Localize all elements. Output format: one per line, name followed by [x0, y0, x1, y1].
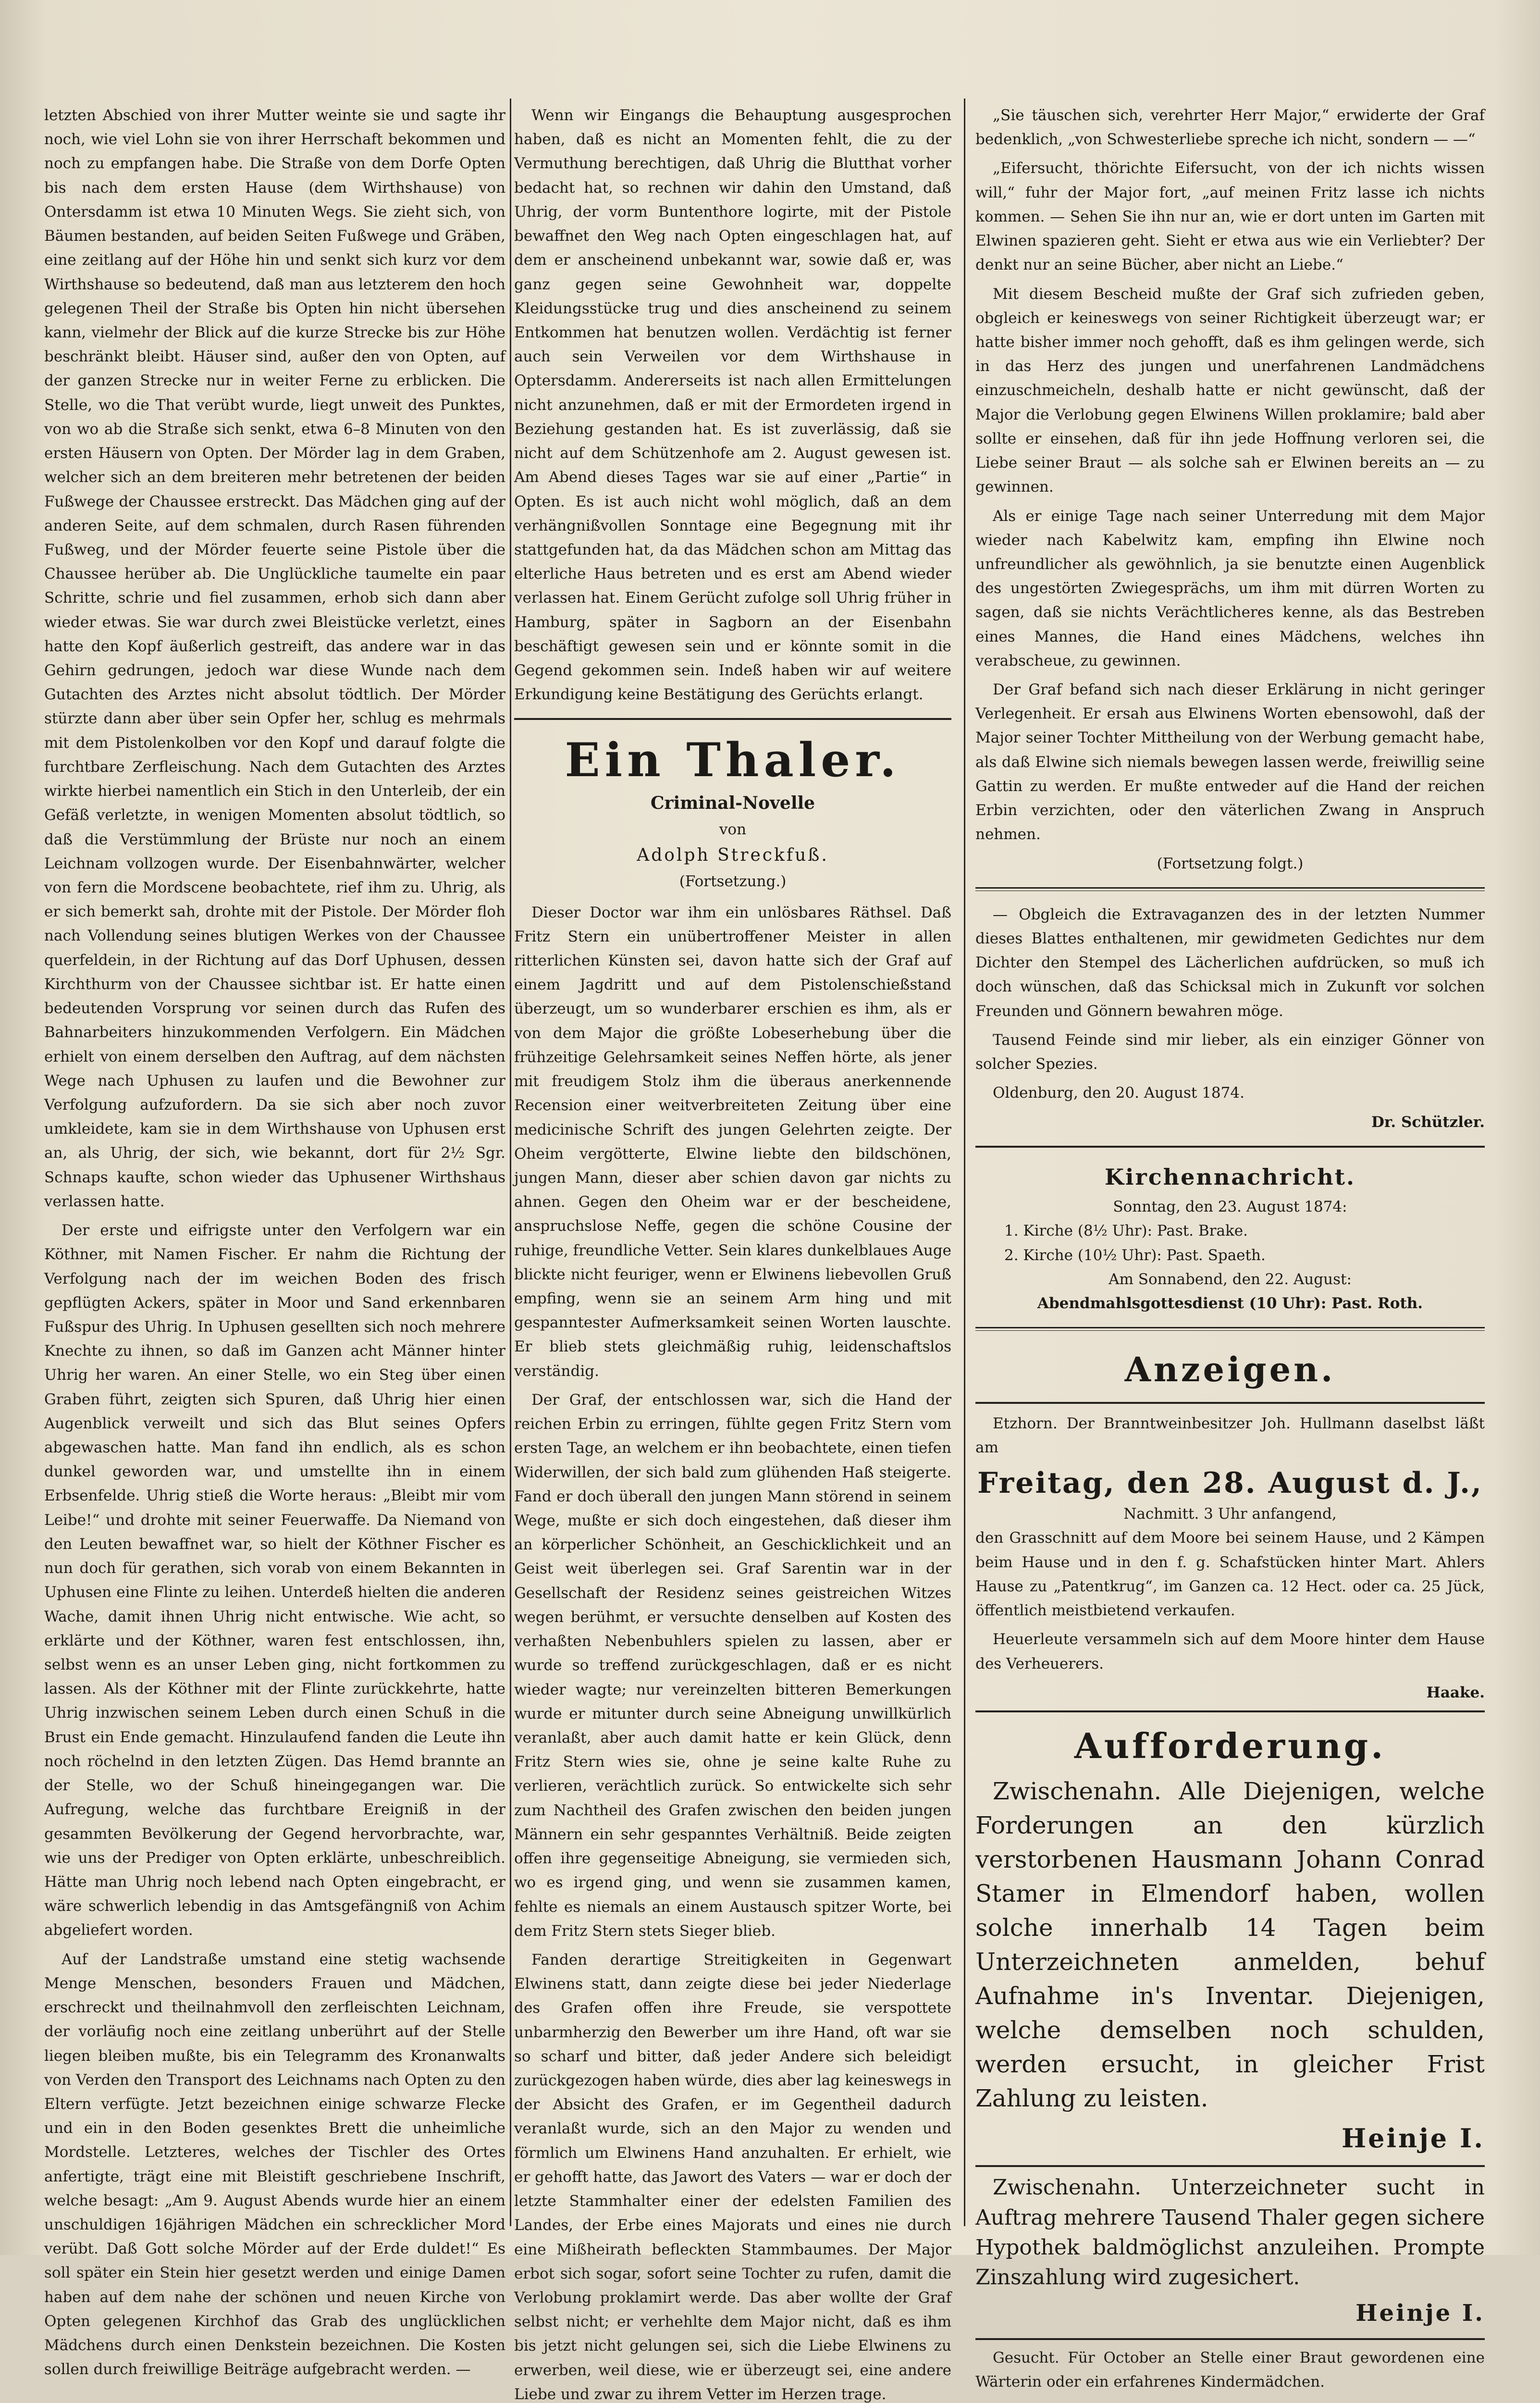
section-divider [975, 2165, 1485, 2167]
novel-paragraph: Fanden derartige Streitigkeiten in Gegenwart Elwinens statt, dann zeigte diese bei jeder Niederlage des Grafen offen ihre Freude, sie verspottete unbarmherzig den Bewerber um ihre Hand, oft war sie so scharf und bitter, daß jeder Andere sich beleidigt zurückgezogen haben würde, dies aber lag keineswegs in der Absicht des Grafen, er im Gegentheil dadurch veranlaßt wurde, sich an den Major zu wenden und förmlich um Elwinens Hand anzuhalten. Er erhielt, wie er gehofft hatte, das Jawort des Vaters — war er doch der letzte Stammhalter einer der edelsten Familien des Landes, der Erbe eines Majorats und eines nie durch eine Mißheirath befleckten Stammbaumes. Der Major erbot sich sogar, sofort seine Tochter zu rufen, damit die Verlobung proklamirt werde. Das aber wollte der Graf selbst nicht; er verhehlte dem Major nicht, daß es ihm bis jetzt nicht gelungen sei, sich die Liebe Elwinens zu erwerben, weil diese, wie er überzeugt sei, eine andere Liebe und zwar zu ihrem Vetter im Herzen trage. [514, 1951, 951, 2403]
ad-auction-signature: Haake. [1426, 1684, 1485, 1701]
column-rule-right [964, 99, 965, 2226]
column-left [44, 103, 505, 2378]
ad-loan-signature: Heinje I. [1355, 2299, 1485, 2327]
ad-loan-body: Zwischenahn. Unterzeichneter sucht in Auftrag mehrere Tausend Thaler gegen sichere Hypothek baldmöglichst anzuleihen. Prompte Zinszahlung wird zugesichert. [975, 2175, 1485, 2290]
novel-paragraph: „Eifersucht, thörichte Eifersucht, von der ich nichts wissen will,“ fuhr der Major fort, „auf meinen Fritz lasse ich nichts kommen. — Sehen Sie ihn nur an, wie er dort unten im Garten mit Elwinen spazieren geht. Sieht er etwa aus wie ein Verliebter? Der denkt nur an seine Bücher, aber nicht an Liebe.“ [975, 160, 1485, 274]
notice-text: Tausend Feinde sind mir lieber, als ein einziger Gönner von solcher Spezies. [975, 1031, 1485, 1073]
notice-signature: Dr. Schützler. [1371, 1113, 1485, 1131]
ads-title: Anzeigen. [1124, 1350, 1336, 1390]
to-be-continued: (Fortsetzung folgt.) [1157, 855, 1304, 872]
notice-place-date: Oldenburg, den 20. August 1874. [993, 1084, 1244, 1102]
ad-nanny-address [975, 2399, 1485, 2403]
novel-paragraph: Der Graf, der entschlossen war, sich die Hand der reichen Erbin zu erringen, fühlte gegen Fritz Stern vom ersten Tage, an welchem er ihn beobachtete, einen tiefen Widerwillen, der sich bald zum glühenden Haß steigerte. Fand er doch überall den jungen Mann störend in seinem Wege, mußte er sich doch eingestehen, daß dieser ihm an körperlicher Schönheit, an Geschicklichkeit und an Geist weit überlegen sei. Graf Sarentin war in der Gesellschaft der Residenz seines geistreichen Witzes wegen berühmt, er versuchte denselben auf Kosten des verhaßten Nebenbuhlers spielen zu lassen, aber er wurde so treffend zurückgeschlagen, daß er es nicht wieder wagte; nur vereinzelten bitteren Bemerkungen wurde er mitunter durch seine Abneigung unwillkürlich veranlaßt, aber auch damit hatte er kein Glück, denn Fritz Stern wies sie, ohne je seine kalte Ruhe zu verlieren, verächtlich zurück. So entwickelte sich sehr zum Nachtheil des Grafen zwischen den beiden jungen Männern ein sehr gespanntes Verhältniß. Beide zeigten offen ihre gegenseitige Abneigung, sie vermieden sich, wo es irgend ging, und wenn sie zusammen kamen, fehlte es niemals an einem Austausch spitzer Worte, bei dem Fritz Stern stets Sieger blieb. [514, 1391, 951, 1940]
novel-paragraph: „Sie täuschen sich, verehrter Herr Major,“ erwiderte der Graf bedenklich, „von Schwesterliebe spreche ich nicht, sondern — —“ [975, 107, 1485, 149]
church-communion: Abendmahlsgottesdienst (10 Uhr): Past. Roth. [1037, 1295, 1423, 1313]
report-paragraph: Auf der Landstraße umstand eine stetig wachsende Menge Menschen, besonders Frauen und Mädchen, erschreckt und theilnahmvoll den zerfleischten Leichnam, der vorläufig noch eine zeitlang unberührt auf der Stelle liegen bleiben mußte, bis ein Telegramm des Kronanwalts von Verden den Transport des Leichnams nach Opten zu den Eltern verfügte. Jetzt bezeichnen einige schwarze Flecke und ein in den Boden gesenktes Brett die unheimliche Mordstelle. Letzteres, welches der Tischler des Ortes anfertigte, trägt eine mit Bleistift geschriebene Inschrift, welche besagt: „Am 9. August Abends wurde hier an einem unschuldigen 16jährigen Mädchen ein schrecklicher Mord verübt. Daß Gott solche Mörder auf der Erde duldet!“ Es soll später ein Stein hier gesetzt werden und einige Damen haben auf dem nahe der schönen und neuen Kirche von Opten gelegenen Kirchhof das Grab des unglücklichen Mädchens durch einen Denkstein bezeichnen. Die Kosten sollen durch freiwillige Beiträge aufgebracht werden. — [44, 1950, 505, 2378]
column-middle [514, 103, 951, 2403]
ad-call-title: Aufforderung. [1074, 1725, 1386, 1766]
ad-auction-time: Nachmitt. 3 Uhr anfangend, [1123, 1505, 1337, 1523]
section-divider [975, 1402, 1485, 1404]
ad-auction-footer: Heuerleute versammeln sich auf dem Moore hinter dem Hause des Verheuerers. [975, 1631, 1485, 1672]
church-notice-date: Sonntag, den 23. August 1874: [1113, 1198, 1347, 1216]
column-right [975, 103, 1485, 2391]
novel-paragraph: Als er einige Tage nach seiner Unterredung mit dem Major wieder nach Kabelwitz kam, empfing ihn Elwine noch unfreundlicher als gewöhnlich, ja sie benutzte einen Augenblick des ungestörten Zwiegesprächs, um ihm mit dürren Worten zu sagen, daß sie nichts Verächtlicheres kenne, als das Bestreben eines Mannes, die Hand eines Mädchens, welches ihn verabscheue, zu gewinnen. [975, 507, 1485, 669]
section-divider [975, 2338, 1485, 2340]
report-conclusion: Wenn wir Eingangs die Behauptung ausgesprochen haben, daß es nicht an Momenten fehlt, die zu der Vermuthung berechtigen, daß Uhrig die Blutthat vorher bedacht hat, so rechnen wir dahin den Umstand, daß Uhrig, der vorm Buntenthore logirte, mit der Pistole bewaffnet den Weg nach Opten eingeschlagen hat, auf dem er anscheinend unbekannt war, sowie daß er, was ganz gegen seine Gewohnheit war, doppelte Kleidungsstücke trug und dies anscheinend zu seinem Entkommen hat benutzen wollen. Verdächtig ist ferner auch sein Verweilen vor dem Wirthshause in Optersdamm. Andererseits ist nach allen Ermittelungen nicht anzunehmen, daß er mit der Ermordeten irgend in Beziehung gestanden hat. Es ist zuverlässig, daß sie nicht auf dem Schützenhofe am 2. August gewesen ist. Am Abend dieses Tages war sie auf einer „Partie“ in Opten. Es ist auch nicht wohl möglich, daß an dem verhängnißvollen Sonntage eine Begegnung mit ihr stattgefunden hat, da das Mädchen schon am Mittag das elterliche Haus betreten und es erst am Abend wieder verlassen hat. Einem Gerücht zufolge soll Uhrig früher in Hamburg, später in Sagborn an der Eisenbahn beschäftigt gewesen sein und er könnte somit in die Gegend gekommen sein. Indeß haben wir auf weitere Erkundigung keine Bestätigung des Gerüchts erlangt. [514, 107, 951, 704]
ad-call-signature: Heinje I. [1342, 2122, 1485, 2154]
section-divider [975, 1146, 1485, 1148]
church-service-2: 2. Kirche (10½ Uhr): Past. Spaeth. [1004, 1246, 1266, 1264]
column-rule-left [510, 99, 511, 2226]
novel-author: Adolph Streckfuß. [637, 845, 829, 865]
section-divider [975, 887, 1485, 891]
section-divider [514, 718, 951, 720]
ad-auction-body: den Grasschnitt auf dem Moore bei seinem Hause, und 2 Kämpen beim Hause und in den f. g. Schafstücken hinter Mart. Ahlers Hause zu „Patentkrug“, im Ganzen ca. 12 Hect. oder ca. 25 Jück, öffentlich meistbietend verkaufen. [975, 1529, 1485, 1620]
novel-paragraph: Dieser Doctor war ihm ein unlösbares Räthsel. Daß Fritz Stern ein unübertroffener Meister in allen ritterlichen Künsten sei, davon hatte sich der Graf auf einem Jagdritt und auf dem Pistolenschießstand überzeugt, um so wunderbarer erschien es ihm, als er von dem Major die größte Lobeserhebung über die frühzeitige Gelehrsamkeit seines Neffen hörte, als jener mit freudigem Stolz ihm die überaus anerkennende Recension einer weitverbreiteten Zeitung über eine medicinische Schrift des jungen Gelehrten zeigte. Der Oheim vergötterte, Elwine liebte den bildschönen, jungen Mann, dieser aber schien davon gar nichts zu ahnen. Gegen den Oheim war er der bescheidene, anspruchslose Neffe, gegen die schöne Cousine der ruhige, freundliche Vetter. Sein klares dunkelblaues Auge blickte nicht feuriger, wenn er Elwinens liebevollen Gruß empfing, wenn sie an seinem Arm hing und mit gespanntester Aufmerksamkeit seinen Worten lauschte. Er blieb stets gleichmäßig ruhig, leidenschaftslos verständig. [514, 904, 951, 1380]
novel-paragraph: Mit diesem Bescheid mußte der Graf sich zufrieden geben, obgleich er keineswegs von seiner Richtigkeit überzeugt war; er hatte bisher immer noch gehofft, daß es ihm gelingen werde, sich in das Herz des jungen und unerfahrenen Landmädchens einzuschmeicheln, deshalb hatte er nicht gewünscht, daß der Major die Verlobung gegen Elwinens Willen proklamire; bald aber sollte er einsehen, daß für ihn jede Hoffnung verloren sei, die Liebe seiner Braut — als solche sah er Elwinen bereits an — zu gewinnen. [975, 285, 1485, 496]
novel-by: von [719, 820, 747, 838]
ad-auction-date: Freitag, den 28. August d. J., [977, 1466, 1483, 1500]
report-paragraph: letzten Abschied von ihrer Mutter weinte sie und sagte ihr noch, wie viel Lohn sie von ihrer Herrschaft bekommen und noch zu empfangen habe. Die Straße von dem Dorfe Opten bis nach dem ersten Hause (dem Wirthshause) von Ontersdamm ist etwa 10 Minuten Wegs. Sie zieht sich, von Bäumen bestanden, auf beiden Seiten Fußwege und Gräben, eine zeitlang auf der Höhe hin und senkt sich kurz vor dem Wirthshause so bedeutend, daß man aus letzterem den hoch gelegenen Theil der Straße bis Opten hin nicht übersehen kann, vielmehr der Blick auf die kurze Strecke bis zur Höhe beschränkt bleibt. Häuser sind, außer den von Opten, auf der ganzen Strecke nur in weiter Ferne zu erblicken. Die Stelle, wo die That verübt wurde, liegt unweit des Punktes, von wo ab die Straße sich senkt, etwa 6–8 Minuten von den ersten Häusern von Opten. Der Mörder lag in dem Graben, welcher sich an dem breiteren mehr betretenen der beiden Fußwege der Chaussee erstreckt. Das Mädchen ging auf der anderen Seite, auf dem schmalen, durch Rasen führenden Fußweg, und der Mörder feuerte seine Pistole über die Chaussee herüber ab. Die Unglückliche taumelte ein paar Schritte, schrie und fiel zusammen, erhob sich dann aber wieder etwas. Sie war durch zwei Bleistücke verletzt, eines hatte den Kopf äußerlich gestreift, das andere war in das Gehirn gedrungen, jedoch war diese Wunde nach dem Gutachten des Arztes nicht absolut tödtlich. Der Mörder stürzte dann aber über sein Opfer her, schlug es mehrmals mit dem Pistolenkolben vor den Kopf und darauf folgte die furchtbare Zerfleischung. Nach dem Gutachten des Arztes wirkte hierbei namentlich ein Stich in den Unterleib, der ein Gefäß verletzte, in wenigen Momenten absolut tödtlich, so daß die Verstümmlung der Brüste nur noch an einem Leichnam vollzogen wurde. Der Eisenbahnwärter, welcher von fern die Mordscene beobachtete, rief ihm zu. Uhrig, als er sich bemerkt sah, drohte mit der Pistole. Der Mörder floh nach Vollendung seines blutigen Werkes von der Chaussee querfeldein, in der Richtung auf das Dorf Uphusen, dessen Kirchthurm von der Chaussee sichtbar ist. Er hatte einen bedeutenden Vorsprung vor seinen durch das Rufen des Bahnarbeiters hinzukommenden Verfolgern. Ein Mädchen erhielt von einem derselben den Auftrag, auf dem nächsten Wege nach Uphusen zu laufen und die Bewohner zur Verfolgung aufzufordern. Da sie sich aber noch zuvor umkleidete, kam sie in dem Wirthshause von Uphusen erst an, als Uhrig, der sich, wie bekannt, dort für 2½ Sgr. Schnaps kaufte, schon wieder das Uphusener Wirthshaus verlassen hatte. [44, 107, 505, 1210]
church-saturday: Am Sonnabend, den 22. August: [1109, 1270, 1352, 1288]
novel-title: Ein Thaler. [565, 733, 901, 788]
ad-nanny-body: Gesucht. Für October an Stelle einer Braut gewordenen eine Wärterin oder ein erfahrenes Kindermädchen. [975, 2349, 1485, 2391]
church-notice-title: Kirchennachricht. [1105, 1164, 1355, 1190]
notice-text: — Obgleich die Extravaganzen des in der letzten Nummer dieses Blattes enthaltenen, mir gewidmeten Gedichtes nur dem Dichter den Stempel des Lächerlichen aufdrücken, so muß ich doch wünschen, daß das Schicksal mich in Zukunft vor solchen Freunden und Gönnern bewahren möge. [975, 905, 1485, 1020]
church-service-1: 1. Kirche (8½ Uhr): Past. Brake. [1004, 1222, 1248, 1240]
ad-call-body: Zwischenahn. Alle Diejenigen, welche Forderungen an den kürzlich verstorbenen Hausmann Johann Conrad Stamer in Elmendorf haben, wollen solche innerhalb 14 Tagen beim Unterzeichneten anmelden, behuf Aufnahme in's Inventar. Diejenigen, welche demselben noch schulden, werden ersucht, in gleicher Frist Zahlung zu leisten. [975, 1777, 1485, 2112]
novel-genre: Criminal-Novelle [650, 793, 815, 814]
section-divider [975, 1710, 1485, 1712]
ad-auction-intro: Etzhorn. Der Branntweinbesitzer Joh. Hullmann daselbst läßt am [975, 1414, 1485, 1456]
novel-continuation: (Fortsetzung.) [679, 873, 787, 891]
report-paragraph: Der erste und eifrigste unter den Verfolgern war ein Köthner, mit Namen Fischer. Er nahm die Richtung der Verfolgung nach der im weichen Boden des frisch gepflügten Ackers, später in Moor und Sand erkennbaren Fußspur des Uhrig. In Uphusen gesellten sich noch mehrere Knechte zu ihnen, so daß im Ganzen acht Männer hinter Uhrig her waren. An einer Stelle, wo ein Steg über einen Graben führt, zeigten sich Spuren, daß Uhrig hier einen Augenblick verweilt und sich das Blut seines Opfers abgewaschen hatte. Man fand ihn endlich, als es schon dunkel geworden war, und umstellte ihn in einem Erbsenfelde. Uhrig stieß die Worte heraus: „Bleibt mir vom Leibe!“ und drohte mit seiner Feuerwaffe. Da Niemand von den Leuten bewaffnet war, so hielt der Köthner Fischer es nun doch für gerathen, sich vorab von einem Bekannten in Uphusen eine Flinte zu leihen. Unterdeß hielten die anderen Wache, damit ihnen Uhrig nicht entwische. Wie acht, so erklärte und der Köthner, waren fest entschlossen, ihn, selbst wenn es an unser Leben ging, nicht fortkommen zu lassen. Als der Köthner mit der Flinte zurückkehrte, hatte Uhrig inzwischen seinem Leben durch einen Schuß in die Brust ein Ende gemacht. Hinzulaufend fanden die Leute ihn noch röchelnd in den letzten Zügen. Das Hemd brannte an der Stelle, wo der Schuß hineingegangen war. Die Aufregung, welche das furchtbare Ereigniß in der gesammten Bevölkerung der Gegend hervorbrachte, war, wie uns der Prediger von Opten erklärte, unbeschreiblich. Hätte man Uhrig noch lebend nach Opten eingebracht, er wäre schwerlich lebendig in das Amtsgefängniß von Achim abgeliefert worden. [44, 1222, 505, 1939]
section-divider [975, 1327, 1485, 1331]
novel-paragraph: Der Graf befand sich nach dieser Erklärung in nicht geringer Verlegenheit. Er ersah aus Elwinens Worten ebensowohl, daß der Major seiner Tochter Mittheilung von der Werbung gemacht habe, als daß Elwine sich niemals bewegen lassen werde, freiwillig seine Gattin zu werden. Er mußte entweder auf die Hand der reichen Erbin verzichten, oder den väterlichen Zwang in Anspruch nehmen. [975, 681, 1485, 843]
